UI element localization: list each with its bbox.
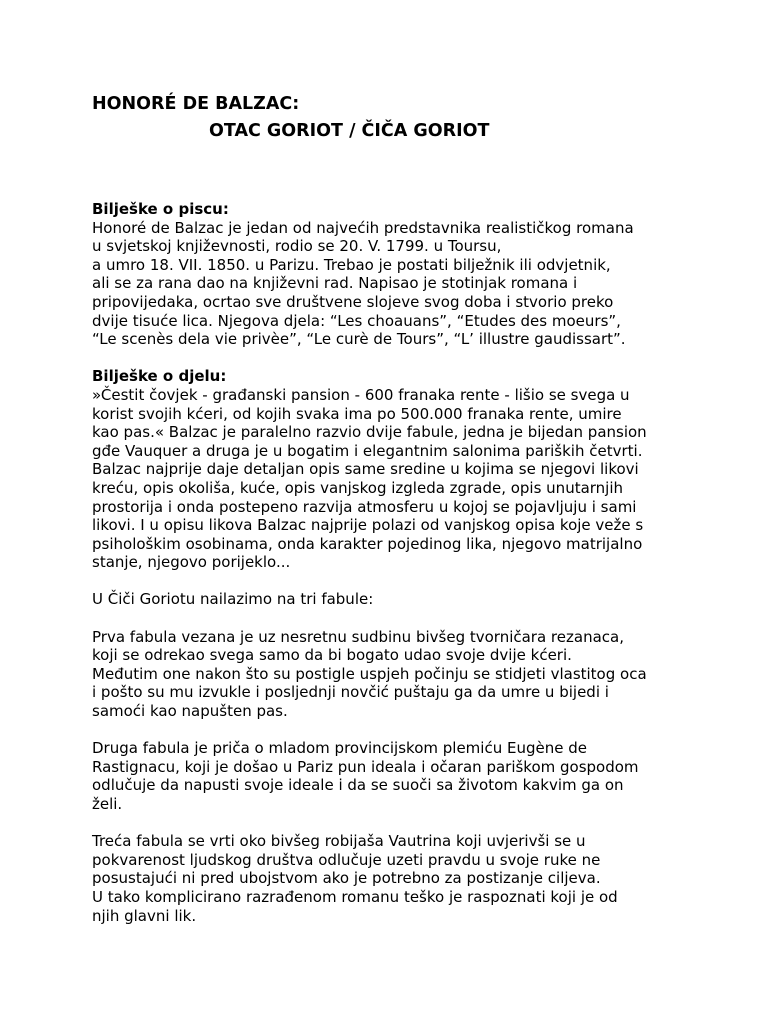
document-title-author: HONORÉ DE BALZAC:	[92, 94, 300, 114]
paragraph-line: dvije tisuće lica. Njegova djela: “Les choauans”, “Etudes des moeurs”,	[92, 311, 621, 330]
paragraph-line: želi.	[92, 795, 123, 813]
paragraph-line: U tako komplicirano razrađenom romanu teško je raspoznati koji je od	[92, 887, 618, 906]
paragraph-line: kao pas.« Balzac je paralelno razvio dvije fabule, jedna je bijedan pansion	[92, 423, 647, 442]
paragraph-spacer	[92, 609, 692, 628]
paragraph-line: U Čiči Goriotu nailazimo na tri fabule:	[92, 590, 374, 609]
paragraph-fabula-1	[92, 628, 692, 721]
paragraph-line: stanje, njegovo porijeklo...	[92, 553, 291, 572]
paragraph-line: “Le scenès dela vie privèe”, “Le curè de Tours”, “L’ illustre gaudissart”.	[92, 330, 626, 349]
paragraph-line: likovi. I u opisu likova Balzac najprije polazi od vanjskog opisa koje veže s	[92, 516, 644, 535]
paragraph-line: u svjetskoj književnosti, rodio se 20. V. 1799. u Toursu,	[92, 237, 502, 256]
paragraph-line: koji se odrekao svega samo da bi bogato udao svoje dvije kćeri.	[92, 646, 572, 665]
paragraph-line: Honoré de Balzac je jedan od najvećih predstavnika realističkog romana	[92, 218, 634, 237]
section-author-notes	[92, 200, 692, 349]
paragraph-line: posustajući ni pred ubojstvom ako je potrebno za postizanje ciljeva.	[92, 869, 601, 888]
section-heading-work: Bilješke o djelu:	[92, 367, 227, 386]
paragraph-line: korist svojih kćeri, od kojih svaka ima po 500.000 franaka rente, umire	[92, 404, 622, 423]
paragraph-line: gđe Vauquer a druga je u bogatim i elegantnim salonima pariških četvrti.	[92, 441, 643, 460]
paragraph-line: Druga fabula je priča o mladom provincijskom plemiću Eugène de	[92, 739, 587, 758]
paragraph-line: samoći kao napušten pas.	[92, 702, 288, 721]
document-title-work: OTAC GORIOT / ČIČA GORIOT	[209, 121, 490, 141]
paragraph-line: prostorija i onda postepeno razvija atmosferu u kojoj se pojavljuju i sami	[92, 497, 637, 516]
paragraph-fabula-2	[92, 739, 692, 813]
paragraph-line: Prva fabula vezana je uz nesretnu sudbinu bivšeg tvorničara rezanaca,	[92, 627, 624, 646]
paragraph-line: odlučuje da napusti svoje ideale i da se suoči sa životom kakvim ga on	[92, 776, 624, 795]
paragraph-line: kreću, opis okoliša, kuće, opis vanjskog izgleda zgrade, opis unutarnjih	[92, 478, 624, 497]
paragraph-line: pokvarenost ljudskog društva odlučuje uzeti pravdu u svoje ruke ne	[92, 850, 601, 869]
paragraph-line: Međutim one nakon što su postigle uspjeh počinju se stidjeti vlastitog oca	[92, 664, 647, 683]
paragraph-fabula-3	[92, 832, 692, 925]
paragraph-line: psihološkim osobinama, onda karakter pojedinog lika, njegovo matrijalno	[92, 534, 643, 553]
section-heading-author: Bilješke o piscu:	[92, 200, 229, 218]
paragraph-line: ali se za rana dao na književni rad. Napisao je stotinjak romana i	[92, 274, 578, 293]
paragraph-line: Balzac najprije daje detaljan opis same sredine u kojima se njegovi likovi	[92, 460, 639, 479]
section-work-notes	[92, 367, 692, 572]
paragraph-line: Rastignacu, koji je došao u Pariz pun ideala i očaran pariškom gospodom	[92, 757, 639, 776]
paragraph-spacer	[92, 349, 692, 368]
paragraph-line: »Čestit čovjek - građanski pansion - 600 franaka rente - lišio se svega u	[92, 385, 630, 404]
paragraph-line: i pošto su mu izvukle i posljednji novčić puštaju ga da umre u bijedi i	[92, 683, 609, 702]
paragraph-spacer	[92, 721, 692, 740]
paragraph-spacer	[92, 572, 692, 591]
paragraph-fabule-intro	[92, 590, 692, 609]
paragraph-spacer	[92, 814, 692, 833]
paragraph-line: Treća fabula se vrti oko bivšeg robijaša Vautrina koji uvjerivši se u	[92, 832, 586, 851]
paragraph-line: pripovijedaka, ocrtao sve društvene slojeve svog doba i stvorio preko	[92, 292, 614, 311]
paragraph-line: a umro 18. VII. 1850. u Parizu. Trebao je postati bilježnik ili odvjetnik,	[92, 255, 611, 274]
document-body	[92, 200, 692, 925]
paragraph-line: njih glavni lik.	[92, 906, 197, 925]
